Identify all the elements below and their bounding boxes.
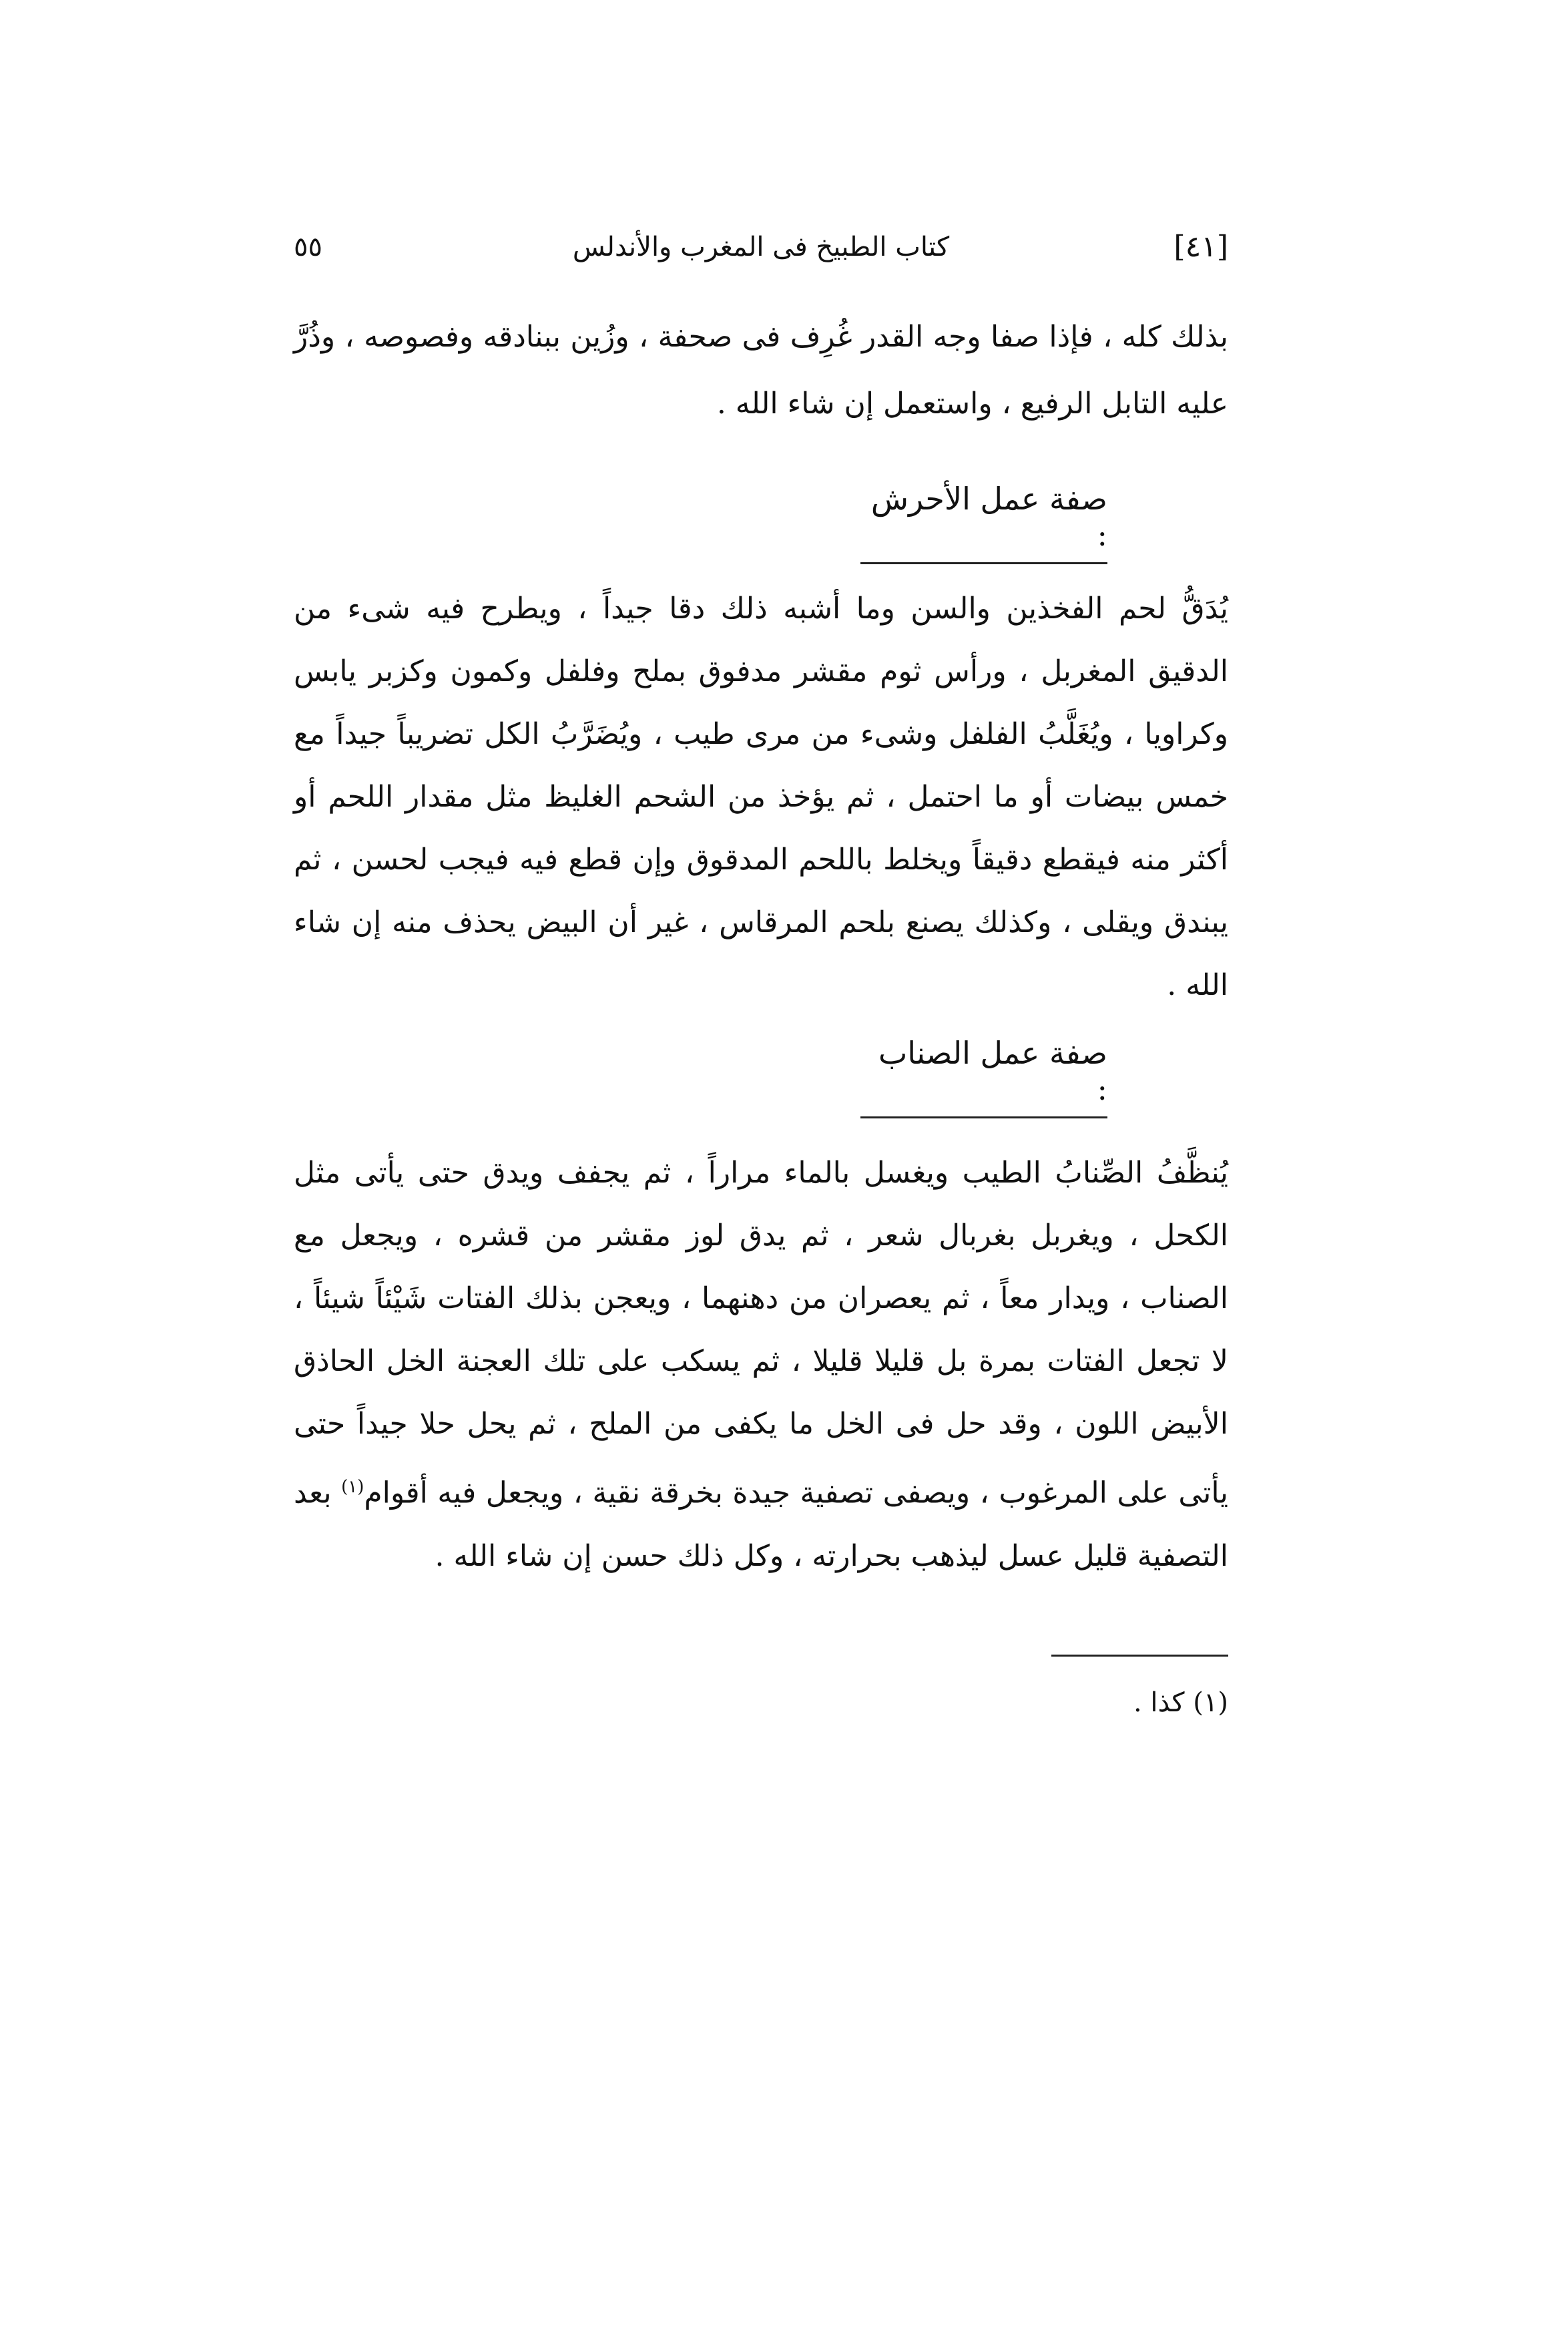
opening-paragraph: [294, 304, 1228, 437]
recipe-2-text: [294, 1142, 1228, 1588]
section-number: [٤١]: [1173, 230, 1228, 264]
footnote-divider: [1051, 1655, 1228, 1657]
recipe-2-text-after-ref: بعد التصفية قليل عسل ليذهب بحرارته ، وكل ذلك حسن إن شاء الله .: [294, 1476, 1228, 1573]
recipe-1-body: [294, 578, 1228, 1017]
opening-paragraph-text: بذلك كله ، فإذا صفا وجه القدر غُرِف فى صحفة ، وزُين ببنادقه وفصوصه ، وذُرَّ عليه التابل الرفيع ، واستعمل إن شاء الله .: [294, 320, 1228, 421]
recipe-2-text-before-ref: يُنظَّفُ الصِّنابُ الطيب ويغسل بالماء مراراً ، ثم يجفف ويدق حتى يأتى مثل الكحل ، ويغربل بغربال شعر ، ثم يدق لوز مقشر من قشره ، ويجعل مع الصناب ، ويدار معاً ، ثم يعصران من دهنهما ، ويعجن بذلك الفتات شَيْئاً شيئاً ، لا تجعل الفتات بمرة بل قليلا قليلا ، ثم يسكب على تلك العجنة الخل الحاذق الأبيض اللون ، وقد حل فى الخل ما يكفى من الملح ، ثم يحل حلا جيداً حتى يأتى على المرغوب ، ويصفى تصفية جيدة بخرقة نقية ، ويجعل فيه أقوام: [294, 1156, 1228, 1510]
page-number: ٥٥: [294, 232, 322, 262]
footnote: (١) كذا .: [1133, 1687, 1228, 1718]
footnote-reference: (١): [341, 1477, 364, 1497]
page-header: [294, 220, 1228, 274]
recipe-2-title: صفة عمل الصناب :: [860, 1035, 1107, 1118]
running-title: كتاب الطبيخ فى المغرب والأندلس: [572, 232, 950, 262]
recipe-2-body: [294, 1142, 1228, 1588]
recipe-1-title: صفة عمل الأحرش :: [860, 481, 1107, 564]
recipe-1-text: يُدَقُّ لحم الفخذين والسن وما أشبه ذلك دقا جيداً ، ويطرح فيه شىء من الدقيق المغربل ، ورأس ثوم مقشر مدفوق بملح وفلفل وكمون وكزبر يابس وكراويا ، ويُغَلَّبُ الفلفل وشىء من مرى طيب ، ويُضَرَّبُ الكل تضريباً جيداً مع خمس بيضات أو ما احتمل ، ثم يؤخذ من الشحم الغليظ مثل مقدار اللحم أو أكثر منه فيقطع دقيقاً ويخلط باللحم المدقوق وإن قطع فيه فيجب لحسن ، ثم يبندق ويقلى ، وكذلك يصنع بلحم المرقاس ، غير أن البيض يحذف منه إن شاء الله .: [294, 592, 1228, 1002]
